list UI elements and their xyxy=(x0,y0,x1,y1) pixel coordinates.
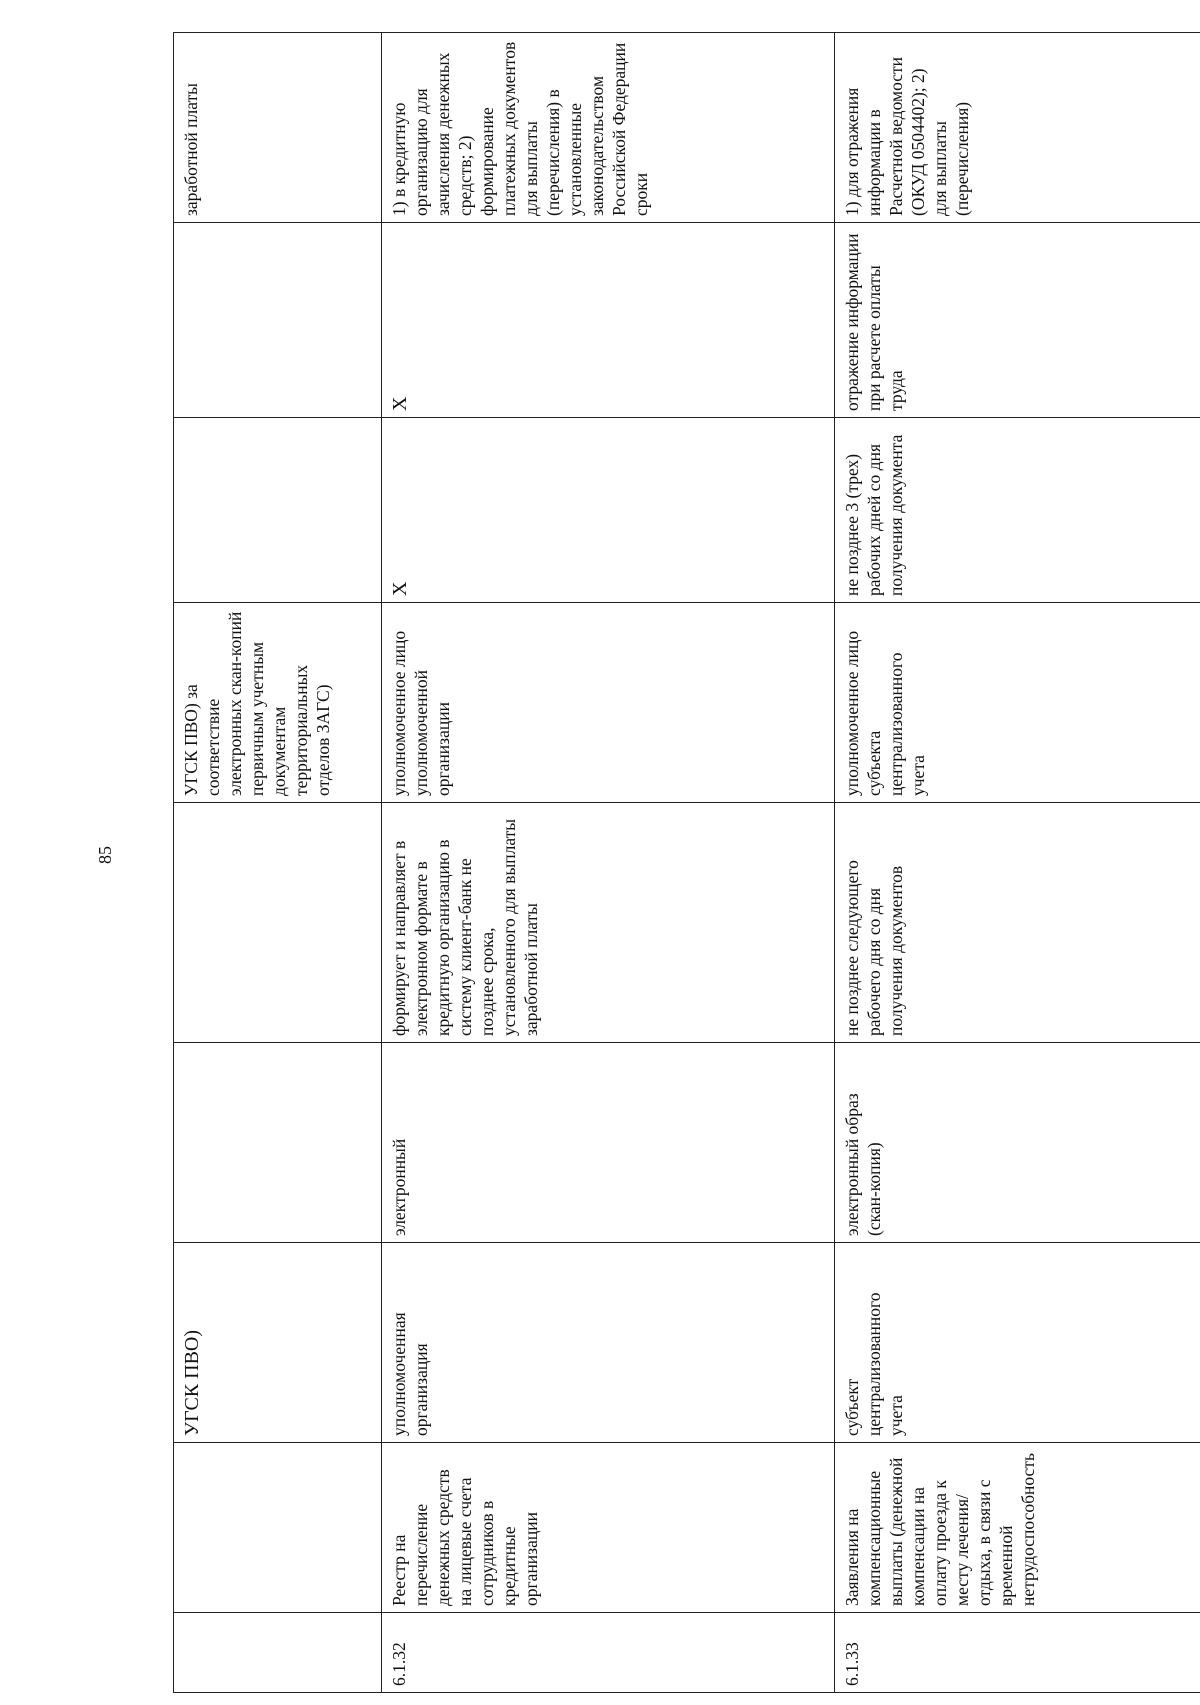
cell-document-name: Заявления на компенсационные выплаты (денежной компенсации на оплату проезда к месту лечения/ отдыха, в связи с временной нетрудоспособность xyxy=(835,1443,1200,1613)
cell-term xyxy=(174,418,382,603)
cell-receiver: УГСК ПВО) за соответствие электронных скан-копий первичным учетным документам территориальных отделов ЗАГС) xyxy=(174,603,382,803)
cell-purpose: заработной платы xyxy=(174,33,382,223)
cell-document-name xyxy=(174,1443,382,1613)
rotated-table-container xyxy=(173,33,1193,1693)
cell-form: электронный xyxy=(382,1043,835,1243)
table-row-6-1-32 xyxy=(382,33,835,1693)
cell-responsible: УГСК ПВО) xyxy=(174,1243,382,1443)
cell-action xyxy=(174,803,382,1043)
page-number: 85 xyxy=(95,846,115,864)
cell-number: 6.1.33 xyxy=(835,1613,1200,1693)
cell-receiver: уполномоченное лицо уполномоченной организации xyxy=(382,603,835,803)
cell-processing: X xyxy=(382,223,835,418)
cell-purpose: 1) для отражения информации в Расчетной ведомости (ОКУД 0504402); 2) для выплаты (перечисления) xyxy=(835,33,1200,223)
cell-action: формирует и направляет в электронном формате в кредитную организацию в систему клиент-банк не позднее срока, установленного для выплаты заработной платы xyxy=(382,803,835,1043)
cell-number xyxy=(174,1613,382,1693)
cell-purpose: 1) в кредитную организацию для зачисления денежных средств; 2) формирование платежных документов для выплаты (перечисления) в установленные законодательством Российской Федерации сроки xyxy=(382,33,835,223)
cell-processing xyxy=(174,223,382,418)
cell-number: 6.1.32 xyxy=(382,1613,835,1693)
cell-document-name: Реестр на перечисление денежных средств на лицевые счета сотрудников в кредитные организации xyxy=(382,1443,835,1613)
cell-responsible: субъект централизованного учета xyxy=(835,1243,1200,1443)
cell-term: X xyxy=(382,418,835,603)
cell-form: электронный образ (скан-копия) xyxy=(835,1043,1200,1243)
cell-receiver: уполномоченное лицо субъекта централизованного учета xyxy=(835,603,1200,803)
table-row-continued xyxy=(174,33,382,1693)
cell-term: не позднее 3 (трех) рабочих дней со дня получения документа xyxy=(835,418,1200,603)
cell-responsible: уполномоченная организация xyxy=(382,1243,835,1443)
cell-action: не позднее следующего рабочего дня со дня получения документов xyxy=(835,803,1200,1043)
cell-form xyxy=(174,1043,382,1243)
table-row-6-1-33 xyxy=(835,33,1200,1693)
procedure-table xyxy=(173,32,1200,1693)
cell-processing: отражение информации при расчете оплаты труда xyxy=(835,223,1200,418)
